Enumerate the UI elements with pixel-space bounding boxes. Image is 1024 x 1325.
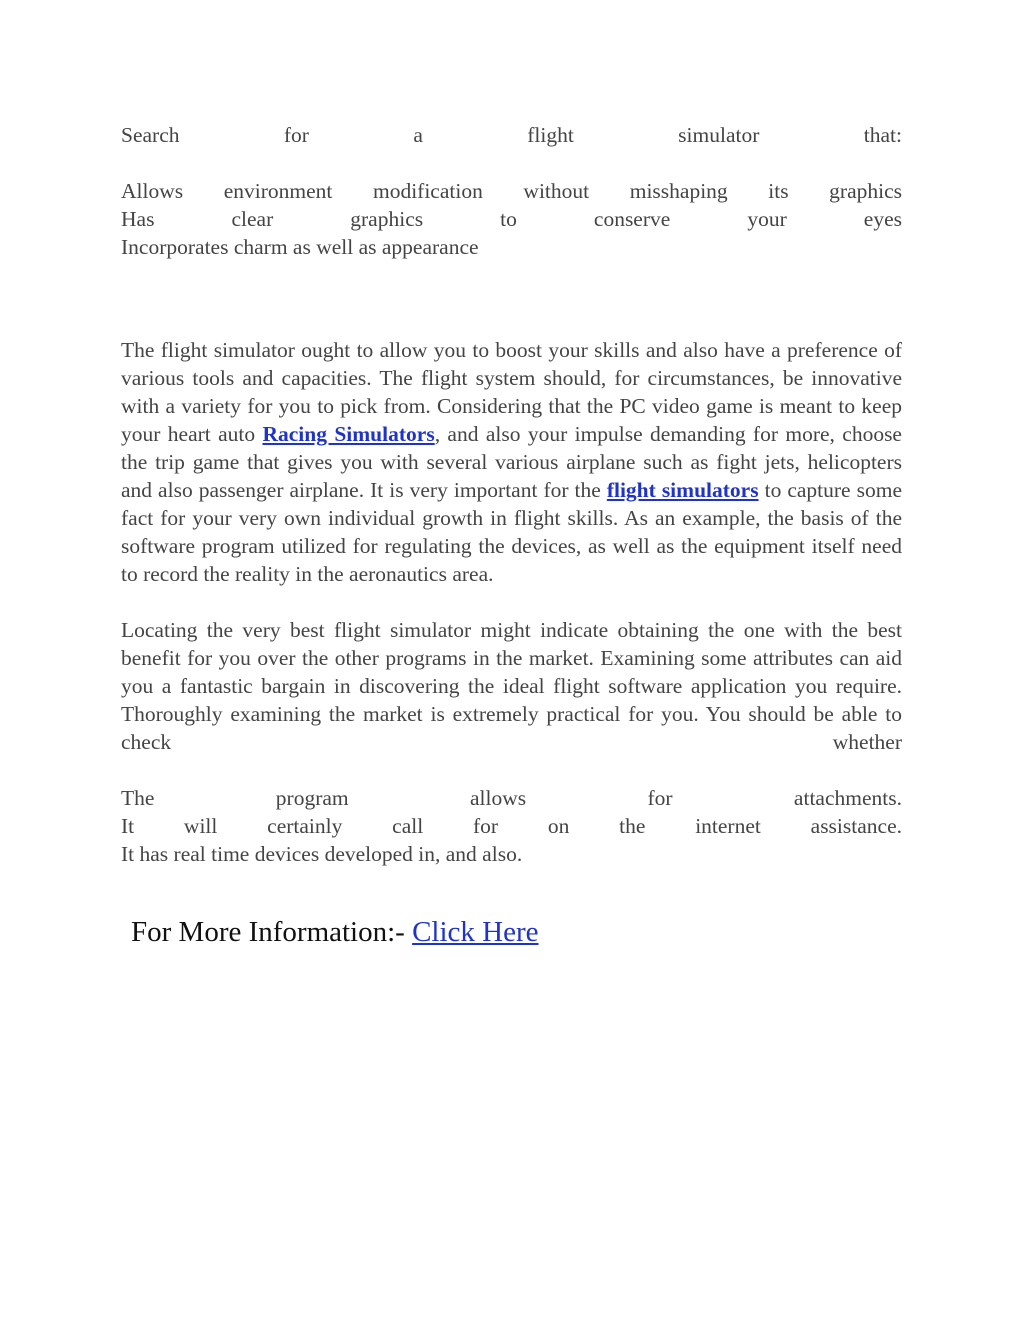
check-list <box>121 784 902 868</box>
paragraph-text: The flight simulator ought to allow you to boost your skills and also have a preference of various tools and capacities. The flight system should, for circumstances, be innovative with a variety for you to pick from. Considering that the PC video game is meant to keep your heart auto <box>121 338 902 446</box>
click-here-link[interactable]: Click Here <box>412 916 539 948</box>
paragraph-simulator-skills <box>121 336 902 588</box>
intro-heading: Search for a flight simulator that: <box>121 123 902 147</box>
racing-simulators-link[interactable]: Racing Simulators <box>262 422 435 446</box>
more-information-label: For More Information:- <box>131 916 413 948</box>
feature-list <box>121 177 902 261</box>
paragraph-text: Locating the very best flight simulator might indicate obtaining the one with the best benefit for you over the other programs in the market. Examining some attributes can aid you a fantastic bargain in discovering the ideal flight software application you require. Thoroughly examining the market is extremely practical for you. You should be able to check whether <box>121 618 902 754</box>
feature-item: Has clear graphics to conserve your eyes <box>121 207 902 231</box>
document-body <box>121 121 902 868</box>
more-information <box>131 912 539 952</box>
paragraph-text: to capture some fact for your very own individual growth in flight skills. As an example, the basis of the software program utilized for regulating the devices, as well as the equipment itself need to record the reality in the aeronautics area. <box>121 478 902 586</box>
paragraph-text: , and also your impulse demanding for more, choose the trip game that gives you with several various airplane such as fight jets, helicopters and also passenger airplane. It is very important for the <box>121 422 902 502</box>
spacer <box>121 149 902 177</box>
feature-item: Incorporates charm as well as appearance <box>121 235 479 259</box>
check-item: It will certainly call for on the internet assistance. <box>121 814 902 838</box>
spacer <box>121 588 902 616</box>
check-item: The program allows for attachments. <box>121 786 902 810</box>
spacer <box>121 261 902 336</box>
feature-item: Allows environment modification without misshaping its graphics <box>121 179 902 203</box>
paragraph-locating-best <box>121 616 902 756</box>
check-item: It has real time devices developed in, and also. <box>121 842 523 866</box>
spacer <box>121 756 902 784</box>
flight-simulators-link[interactable]: flight simulators <box>606 478 759 502</box>
